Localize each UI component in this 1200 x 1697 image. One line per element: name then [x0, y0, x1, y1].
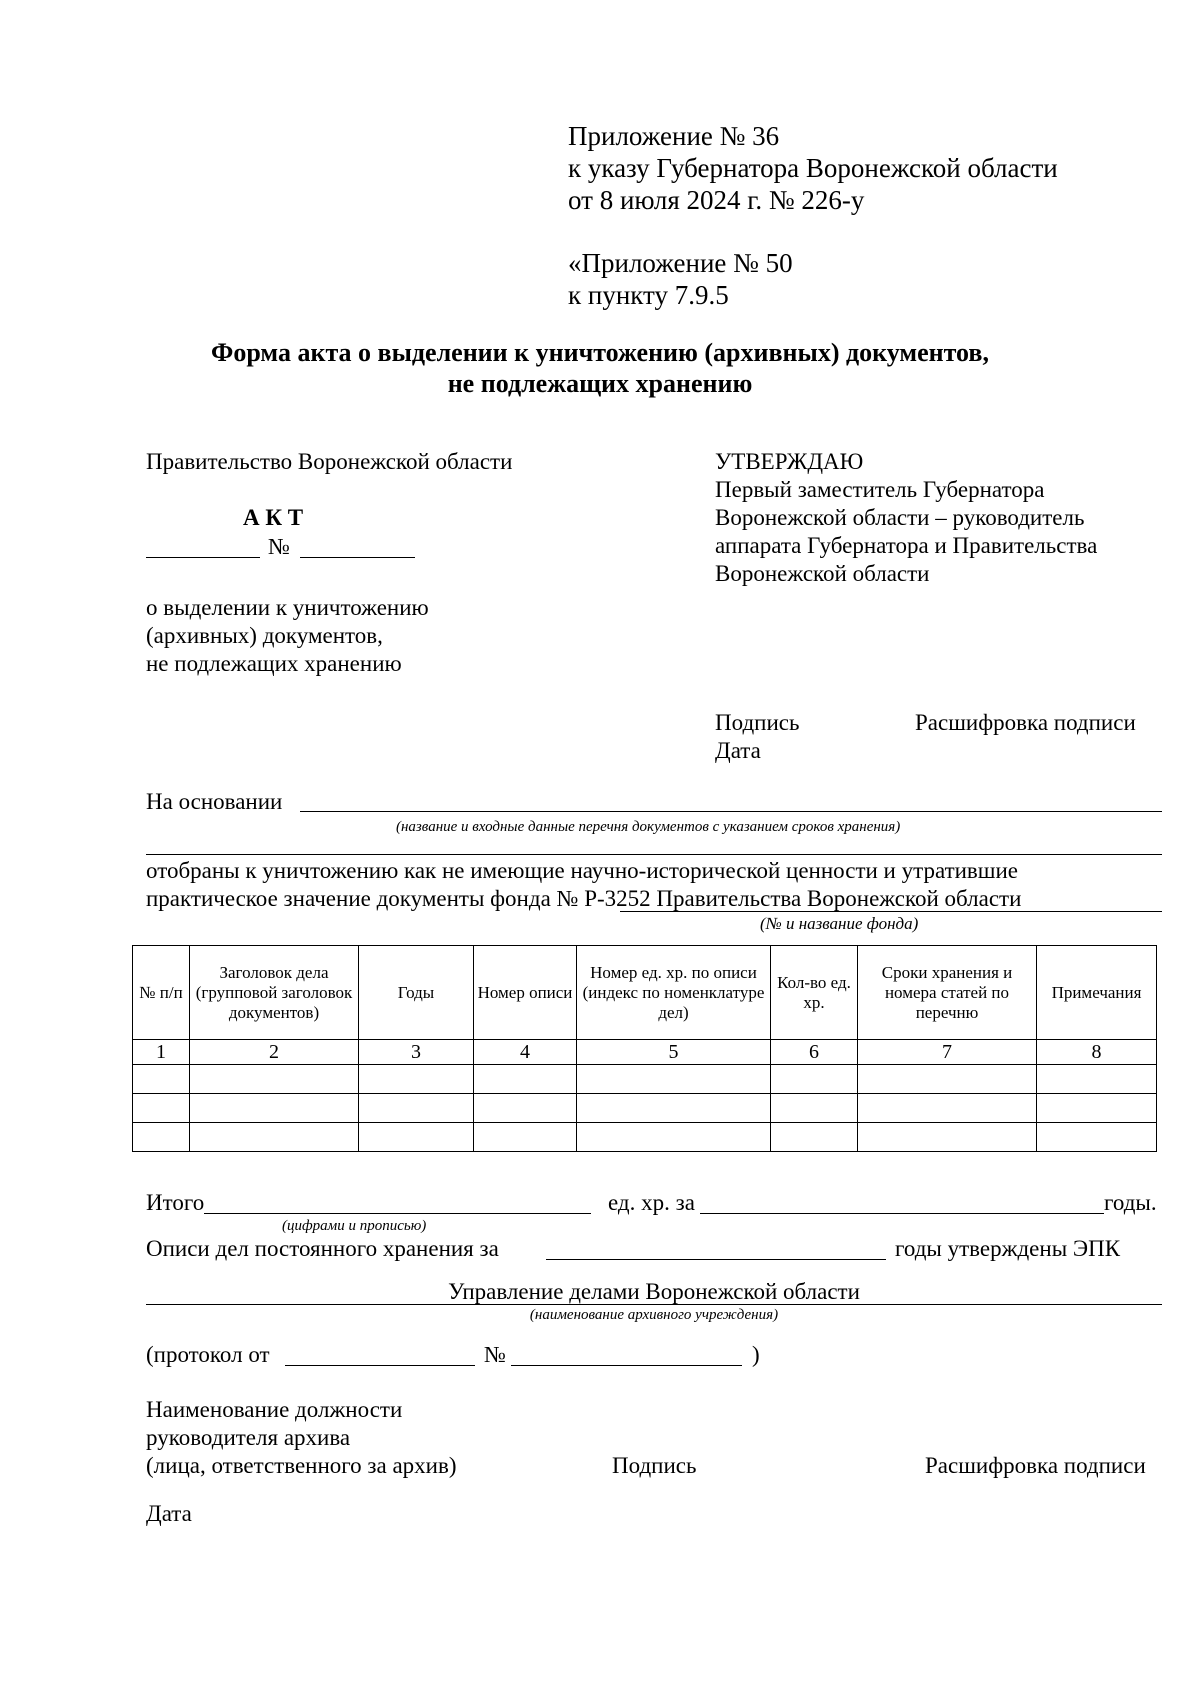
approval-line4: Воронежской области [715, 561, 930, 586]
archive-head-date-label: Дата [146, 1501, 192, 1526]
table-cell [190, 1065, 359, 1094]
protocol-date-line [285, 1365, 475, 1366]
documents-table [132, 945, 1157, 1152]
appendix-decree: к указу Губернатора Воронежской области [568, 153, 1058, 183]
protocol-close: ) [752, 1342, 760, 1367]
table-cell [1037, 1123, 1157, 1152]
approval-date-label: Дата [715, 738, 761, 763]
table-cell [1037, 1065, 1157, 1094]
totals-label: Итого [146, 1190, 205, 1215]
akt-subject-line3: не подлежащих хранению [146, 651, 402, 676]
table-header-cell: Заголовок дела (групповой заголовок документов) [190, 946, 359, 1040]
table-cell [474, 1123, 577, 1152]
table-cell [190, 1094, 359, 1123]
archive-head-line1: Наименование должности [146, 1397, 403, 1422]
approval-signature-decode-label: Расшифровка подписи [915, 710, 1136, 735]
table-cell: 8 [1037, 1040, 1157, 1065]
archive-head-line2: руководителя архива [146, 1425, 351, 1450]
table-cell: 3 [359, 1040, 474, 1065]
approval-line3: аппарата Губернатора и Правительства [715, 533, 1098, 558]
akt-subject-line2: (архивных) документов, [146, 623, 383, 648]
akt-heading: А К Т [243, 505, 304, 530]
table-cell: 4 [474, 1040, 577, 1065]
approval-line2: Воронежской области – руководитель [715, 505, 1085, 530]
akt-date-line [146, 557, 260, 558]
table-cell: 1 [133, 1040, 190, 1065]
table-cell [771, 1123, 858, 1152]
inventory-label: Описи дел постоянного хранения за [146, 1236, 499, 1261]
basis-label: На основании [146, 789, 283, 814]
approval-signature-label: Подпись [715, 710, 800, 735]
form-title-line2: не подлежащих хранению [447, 369, 753, 398]
table-header-cell: Годы [359, 946, 474, 1040]
table-cell [858, 1094, 1037, 1123]
table-cell [1037, 1094, 1157, 1123]
table-cell: 7 [858, 1040, 1037, 1065]
approval-heading: УТВЕРЖДАЮ [715, 449, 864, 474]
table-cell [359, 1065, 474, 1094]
table-cell: 2 [190, 1040, 359, 1065]
table-cell [771, 1094, 858, 1123]
table-column-numbers-row [133, 1040, 1157, 1065]
table-cell [474, 1065, 577, 1094]
akt-number-sign: № [268, 534, 290, 559]
table-cell [858, 1123, 1037, 1152]
basis-hint: (название и входные данные перечня документов с указанием сроков хранения) [396, 819, 901, 835]
archive-head-signature-label: Подпись [612, 1453, 697, 1478]
akt-number-line [300, 557, 415, 558]
basis-line2 [146, 854, 1162, 855]
protocol-open: (протокол от [146, 1342, 270, 1367]
appendix-inner-number: «Приложение № 50 [568, 248, 793, 278]
table-cell [133, 1094, 190, 1123]
approval-line1: Первый заместитель Губернатора [715, 477, 1045, 502]
archive-org-hint: (наименование архивного учреждения) [529, 1307, 779, 1323]
table-cell: 5 [577, 1040, 771, 1065]
fund-line [620, 911, 1162, 912]
archive-org-line [146, 1304, 1162, 1305]
basis-line [300, 811, 1162, 812]
table-cell [474, 1094, 577, 1123]
totals-years-line [700, 1213, 1104, 1214]
archive-org-name: Управление делами Воронежской области [448, 1279, 860, 1304]
table-cell [858, 1065, 1037, 1094]
inventory-tail: годы утверждены ЭПК [895, 1236, 1121, 1261]
inventory-years-line [546, 1259, 886, 1260]
table-header-cell: Номер ед. хр. по описи (индекс по номенклатуре дел) [577, 946, 771, 1040]
protocol-number-line [511, 1365, 742, 1366]
totals-units-label: ед. хр. за [608, 1190, 695, 1215]
table-header-cell: № п/п [133, 946, 190, 1040]
appendix-clause: к пункту 7.9.5 [568, 280, 729, 310]
table-header-row [133, 946, 1157, 1040]
akt-subject-line1: о выделении к уничтожению [146, 595, 429, 620]
table-cell [577, 1094, 771, 1123]
table-row [133, 1094, 1157, 1123]
table-row [133, 1065, 1157, 1094]
table-header-cell: Кол-во ед. хр. [771, 946, 858, 1040]
table-cell: 6 [771, 1040, 858, 1065]
archive-head-line3: (лица, ответственного за архив) [146, 1453, 457, 1478]
table-cell [771, 1065, 858, 1094]
protocol-number-sign: № [484, 1342, 506, 1367]
basis-text-line1: отобраны к уничтожению как не имеющие научно-исторической ценности и утратившие [146, 858, 1019, 883]
table-cell [190, 1123, 359, 1152]
table-cell [359, 1094, 474, 1123]
table-row [133, 1123, 1157, 1152]
basis-text-line2: практическое значение документы фонда № Р-3252 Правительства Воронежской области [146, 886, 1022, 911]
totals-hint: (цифрами и прописью) [282, 1218, 427, 1234]
appendix-number: Приложение № 36 [568, 121, 780, 151]
appendix-date: от 8 июля 2024 г. № 226-у [568, 185, 865, 215]
fund-hint: (№ и название фонда) [760, 914, 919, 933]
organization-name: Правительство Воронежской области [146, 449, 513, 474]
totals-years-label: годы. [1104, 1190, 1157, 1215]
table-cell [359, 1123, 474, 1152]
archive-head-signature-decode-label: Расшифровка подписи [925, 1453, 1146, 1478]
table-cell [577, 1065, 771, 1094]
table-cell [133, 1123, 190, 1152]
table-header-cell: Номер описи [474, 946, 577, 1040]
table-header-cell: Примечания [1037, 946, 1157, 1040]
form-title-line1: Форма акта о выделении к уничтожению (архивных) документов, [211, 338, 989, 367]
totals-count-line [204, 1213, 591, 1214]
table-header-cell: Сроки хранения и номера статей по перечню [858, 946, 1037, 1040]
table-cell [133, 1065, 190, 1094]
table-cell [577, 1123, 771, 1152]
